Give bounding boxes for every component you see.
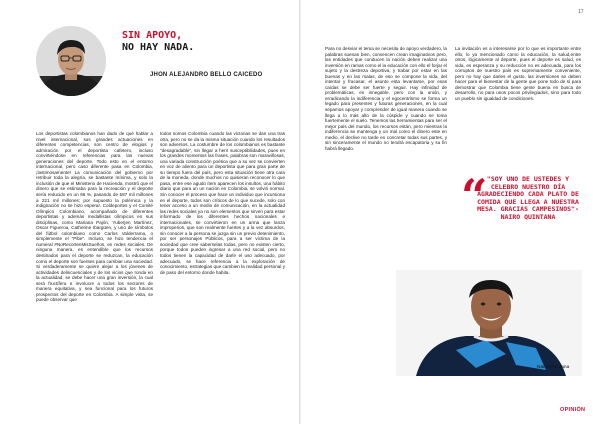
column-4-text: La invitación es a interesarse por lo que es importante entre ello, lo ya mencionado como la educación, la salud,entre otros, lógicamente al deporte, pues el deporte es salud, es vida, es esperanza y su reducción no es adecuada, para los corruptos de nuestro país es supremamente conveniente, pero no hay que darles el gusto, las inversiones se deben hacer para el bienestar de la gente que pone todo de sí para demostrar que Colombia tiene gente buena en busca de desarrollo, no para unos pocos privilegiados, sino para todo un pueblo sin igualdad de condiciones. xyxy=(455,46,581,101)
pull-quote: "SOY UNO DE USTEDES Y CELEBRO NUESTRO DÍA AGRADECIENDO CADA PLATO DE COMIDA QUE LLEGA A NUESTRA MESA. GRACIAS CAMPESINOS"- NAIRO QUINTANA xyxy=(477,175,579,221)
page-spine xyxy=(299,0,301,424)
article-column-1 xyxy=(36,131,153,391)
column-3-text: Para no desviar el tema se necesita de apoyo verdadero, la palabras suenan bien, convencen crean imaginativos pero, las entidades que conducen la nación deben realizar una inversión en ramas como el la educación con ello el forjar el sujeto y la destreza deportiva, y trabar por estar en las buenas y en las malas, de eso se compone la vida, del intentar y fracasar, el asunto esta levantarse, por esas caídas se debe ser fuerte y seguir. Hay infinidad de problemáticas, es innegable, pero con la unión, y erradicando la indiferencia y el egocentrismo se forma un legado para presentes y futuras generaciones, en la cual sepamos apoyar y comprender de igual manera cuando se llega a lo más alto de la cúspide y cuando se toma fuertemente el suelo. Tenemos las herramientas para ser el mejor país del mundo, los recursos están, pero mientras la indiferencia se mantenga y un mal como el dinero este en medio, el declive no tarde en concretar todas sus partes, y sin sinceramente el mundo no tendrá escapatoria y su fin habrá llegado. xyxy=(325,46,447,151)
column-1-text: Los deportistas colombianos han dado de qué hablar a nivel internacional, sus grandes actuaciones en diferentes competencias, son centro de elogios y admiración por el deportista cafetero, incluso convirtiéndose en referencias para las nuevas generaciones del deporte. Todo esto en el entorno internacional, pero caso diferente pasa en Colombia, ¡lastimosamente! La comunicación del gobierno por retribuir toda la alegría, se bastante mínima, y solo la inclusión de que el Ministerio de Hacienda, mostró que el dinero que se estimaba para la recreación y el deporte sería reducido en un 66 %, pasando de 587 mil millones a 221 mil millones; por supuesto la polémica y la indignación no se hizo esperar. Coldeportes y el Comité Olímpico Colombiano, acompañado de diferentes deportistas y además medallistas olímpicos en sus disciplinas, como Mariana Pajón, Yuberjen Martínez, Oscar Figueroa, Catherine Ibargüen, y uno de símbolos del fútbol colombiano como Carlos Valderrama, o simplemente el "Pibe". Incluso, se hizo tendencia el numeral #NoRecortenMisSueños, en redes sociales. De ninguna manera, es entendible que los recursos destinados para el deporte se reduzcan, la educación como el deporte son fuentes para cambiar una sociedad. Si verdaderamente se quiere alejar a los jóvenes de actividades delincuenciales y de los vicios que ronda en la actualidad, se debe hacer una gran inversión, la cual será fructífera e involucre a todos los sectores de manera equitativa, y sea funcional para los futuros prospectos del deporte en Colombia. A simple vista, se puede observar que xyxy=(36,131,153,303)
section-label: OPINIÓN xyxy=(560,407,586,413)
quote-mark-icon: “ xyxy=(461,169,488,223)
author-photo xyxy=(36,26,106,96)
article-column-3 xyxy=(325,46,447,226)
page-number: 17 xyxy=(578,9,584,15)
photo-caption: Nairo Quintana xyxy=(537,365,570,370)
article-title xyxy=(122,30,292,54)
cyclist-portrait-icon xyxy=(396,270,582,376)
article-column-2 xyxy=(160,131,285,396)
title-line-1: SIN APOYO, xyxy=(122,30,183,41)
article-column-4 xyxy=(455,46,581,141)
column-2-text: todos somos Colombia cuando las victorias se dan una tras otra, pero no se da la misma situación cuando los resultados son adversos. La costumbre de los colombianos es bastante "desagradable", sin llegar a herir susceptibilidades, pues en los grandes momentos las frases, palabras son maravillosas, una variada construcción poética que a su vez se convierten en voz de aliento para un deportista que para gran parte de su tiempo fuera del país, pero esta situación tiene otra cara de la moneda, donde muchos no quisieran reconocer lo que pasa, entre ese agudo ítem aparecen los insultos, una hábito diario que para un un nación en Colombia, se volvió normal. Sin conocer el proceso que hace un individuo que incursiona en el deporte, todos son críticos de lo que sucede, solo con tener acceso a un medio de comunicación, en la actualidad las redes sociales ya no son elementos que sirven para estar informado de los diferentes hechos nacionales e internacionales, se convirtieron en un arma que lanza improperios, que son realmente fuertes y a la vez absurdos, sin conocer a la persona se juzga sin un previo detenimiento, por ser personajes Públicos, para a ser víctima de la sociedad que cree saberselas todas, pero no existen cierto, porque todos pueden ingresar a una red social, pero no todos tienen la capacidad de darle el uso adecuado, por adecuado, se hace referencia a la exploración de conocimiento, estrategias que cambien la realidad personal y de paso del entorno donde habita. xyxy=(160,131,285,275)
author-byline: JHON ALEJANDRO BELLO CAICEDO xyxy=(150,72,263,78)
author-portrait-icon xyxy=(36,26,106,96)
title-line-2: NO HAY NADA. xyxy=(122,42,195,53)
athlete-photo xyxy=(396,270,582,376)
